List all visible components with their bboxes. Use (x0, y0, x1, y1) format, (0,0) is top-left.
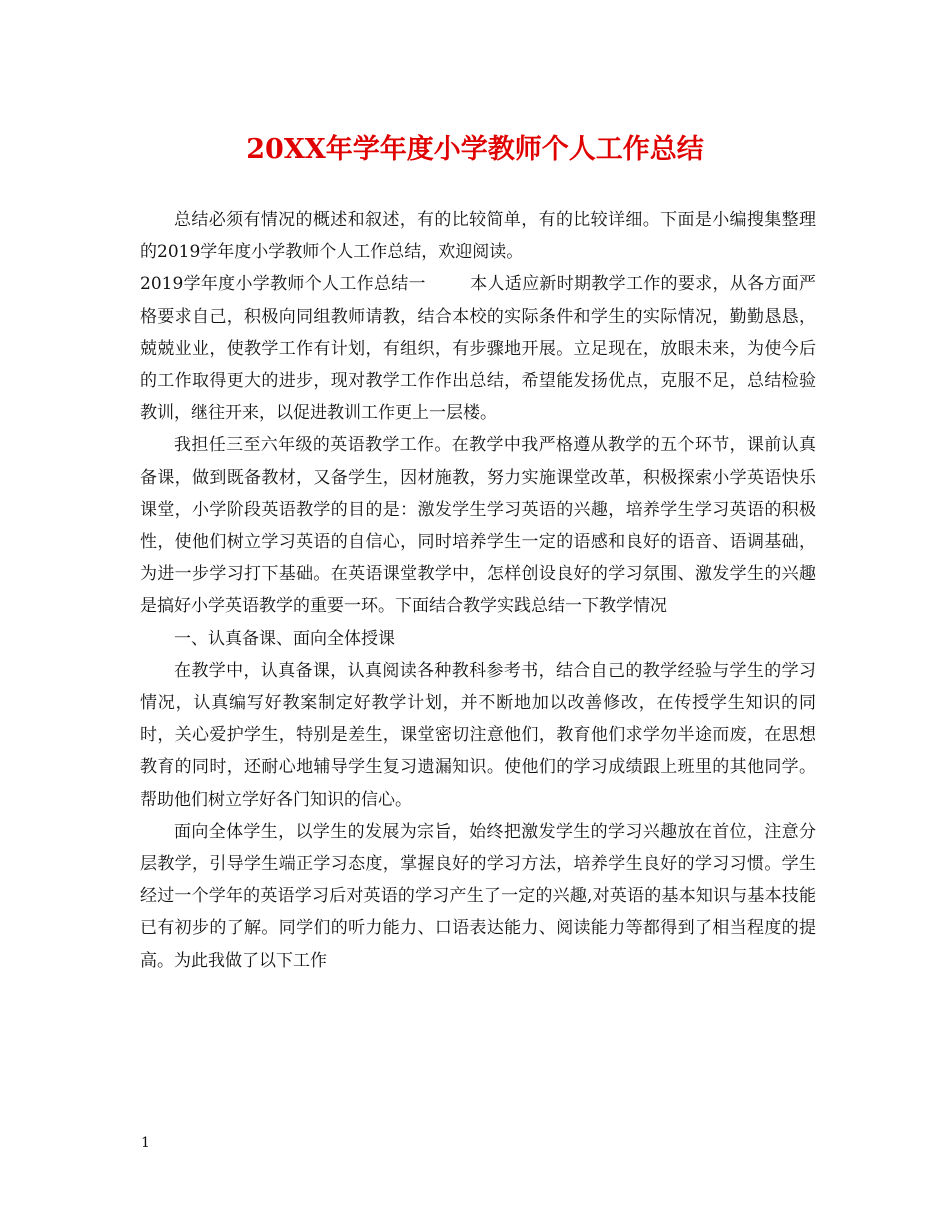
paragraph-1-text: 本人适应新时期教学工作的要求，从各方面严格要求自己，积极向同组教师请教，结合本校的实际条件和学生的实际情况，勤勤恳恳，兢兢业业，使教学工作有计划，有组织，有步骤地开展。立足现在，放眼未来，为使今后的工作取得更大的进步，现对教学工作作出总结，希望能发扬优点，克服不足，总结检验教训，继往开来，以促进教训工作更上一层楼。 (140, 274, 817, 424)
document-title: 20XX年学年度小学教师个人工作总结 (246, 134, 704, 165)
paragraph-4: 面向全体学生，以学生的发展为宗旨，始终把激发学生的学习兴趣放在首位，注意分层教学，引导学生端正学习态度，掌握良好的学习方法，培养学生良好的学习习惯。学生经过一个学年的英语学习后对英语的学习产生了一定的兴趣,对英语的基本知识与基本技能已有初步的了解。同学们的听力能力、口语表达能力、阅读能力等都得到了相当程度的提高。为此我做了以下工作 (140, 821, 816, 971)
section-label: 2019学年度小学教师个人工作总结一 (140, 274, 426, 295)
paragraph-3: 在教学中，认真备课，认真阅读各种教科参考书，结合自己的教学经验与学生的学习情况，认真编写好教案制定好教学计划，并不断地加以改善修改，在传授学生知识的同时，关心爱护学生，特别是差生，课堂密切注意他们，教育他们求学勿半途而废，在思想教育的同时，还耐心地辅导学生复习遗漏知识。使他们的学习成绩跟上班里的其他同学。帮助他们树立学好各门知识的信心。 (140, 660, 816, 810)
heading-1: 一、认真备课、面向全体授课 (174, 628, 395, 649)
document-body (140, 204, 816, 977)
section-paragraph-1 (140, 268, 816, 429)
paragraph-2: 我担任三至六年级的英语教学工作。在教学中我严格遵从教学的五个环节，课前认真备课，做到既备教材，又备学生，因材施教，努力实施课堂改革，积极探索小学英语快乐课堂，小学阶段英语教学的目的是：激发学生学习英语的兴趣，培养学生学习英语的积极性，使他们树立学习英语的自信心，同时培养学生一定的语感和良好的语音、语调基础，为进一步学习打下基础。在英语课堂教学中，怎样创设良好的学习氛围、激发学生的兴趣是搞好小学英语教学的重要一环。下面结合教学实践总结一下教学情况 (140, 435, 816, 617)
page-number: 1 (141, 1135, 150, 1151)
intro-paragraph: 总结必须有情况的概述和叙述，有的比较简单，有的比较详细。下面是小编搜集整理的2019学年度小学教师个人工作总结，欢迎阅读。 (140, 210, 816, 263)
